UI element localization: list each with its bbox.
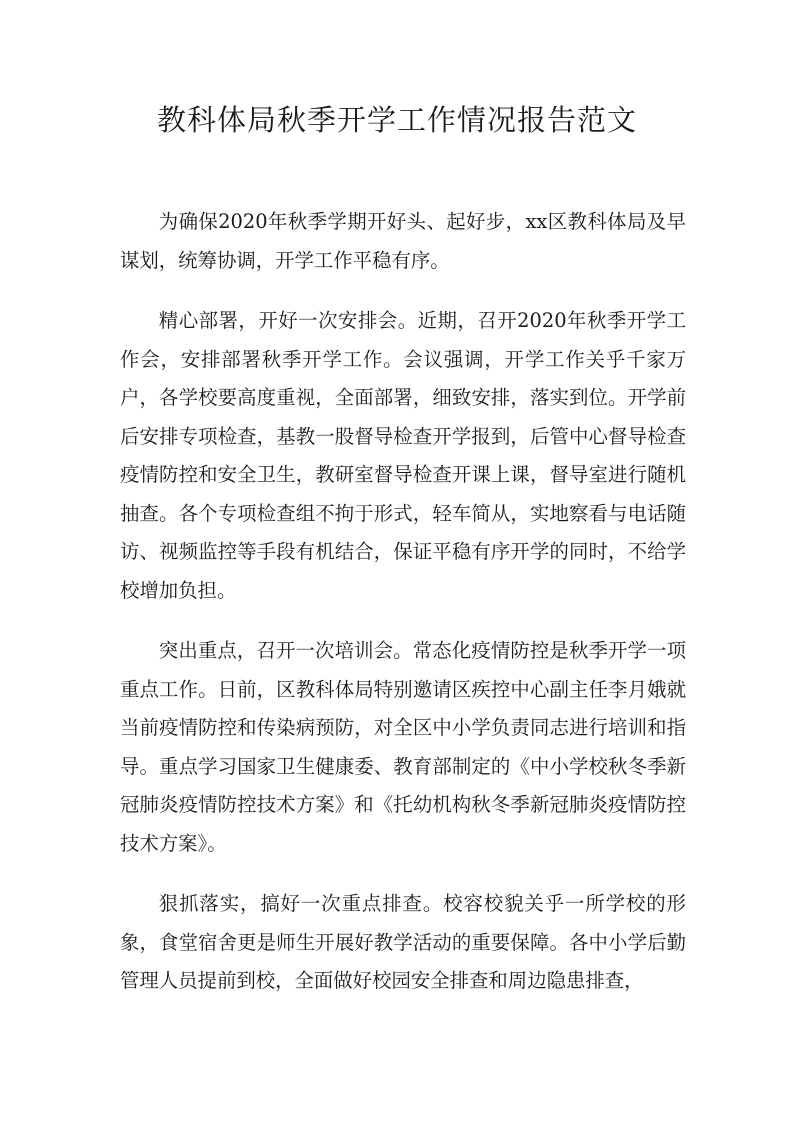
paragraph-safety-inspection: 狠抓落实，搞好一次重点排查。校容校貌关乎一所学校的形象，食堂宿舍更是师生开展好教学活动的重要保障。各中小学后勤管理人员提前到校，全面做好校园安全排查和周边隐患排查， — [120, 892, 686, 992]
document-body — [120, 203, 686, 1023]
paragraph-intro: 为确保2020年秋季学期开好头、起好步，xx区教科体局及早谋划，统筹协调，开学工作平稳有序。 — [120, 210, 686, 272]
paragraph-deployment-meeting: 精心部署，开好一次安排会。近期，召开2020年秋季开学工作会，安排部署秋季开学工作。会议强调，开学工作关乎千家万户，各学校要高度重视，全面部署，细致安排，落实到位。开学前后安排专项检查，基教一股督导检查开学报到，后管中心督导检查疫情防控和安全卫生，教研室督导检查开课上课，督导室进行随机抽查。各个专项检查组不拘于形式，轻车简从，实地察看与电话随访、视频监控等手段有机结合，保证平稳有序开学的同时，不给学校增加负担。 — [120, 309, 686, 602]
paragraph-training-meeting: 突出重点，召开一次培训会。常态化疫情防控是秋季开学一项重点工作。日前，区教科体局特别邀请区疾控中心副主任李月娥就当前疫情防控和传染病预防，对全区中小学负责同志进行培训和指导。重点学习国家卫生健康委、教育部制定的《中小学校秋冬季新冠肺炎疫情防控技术方案》和《托幼机构秋冬季新冠肺炎疫情防控技术方案》。 — [120, 639, 686, 855]
document-title: 教科体局秋季开学工作情况报告范文 — [156, 103, 637, 137]
